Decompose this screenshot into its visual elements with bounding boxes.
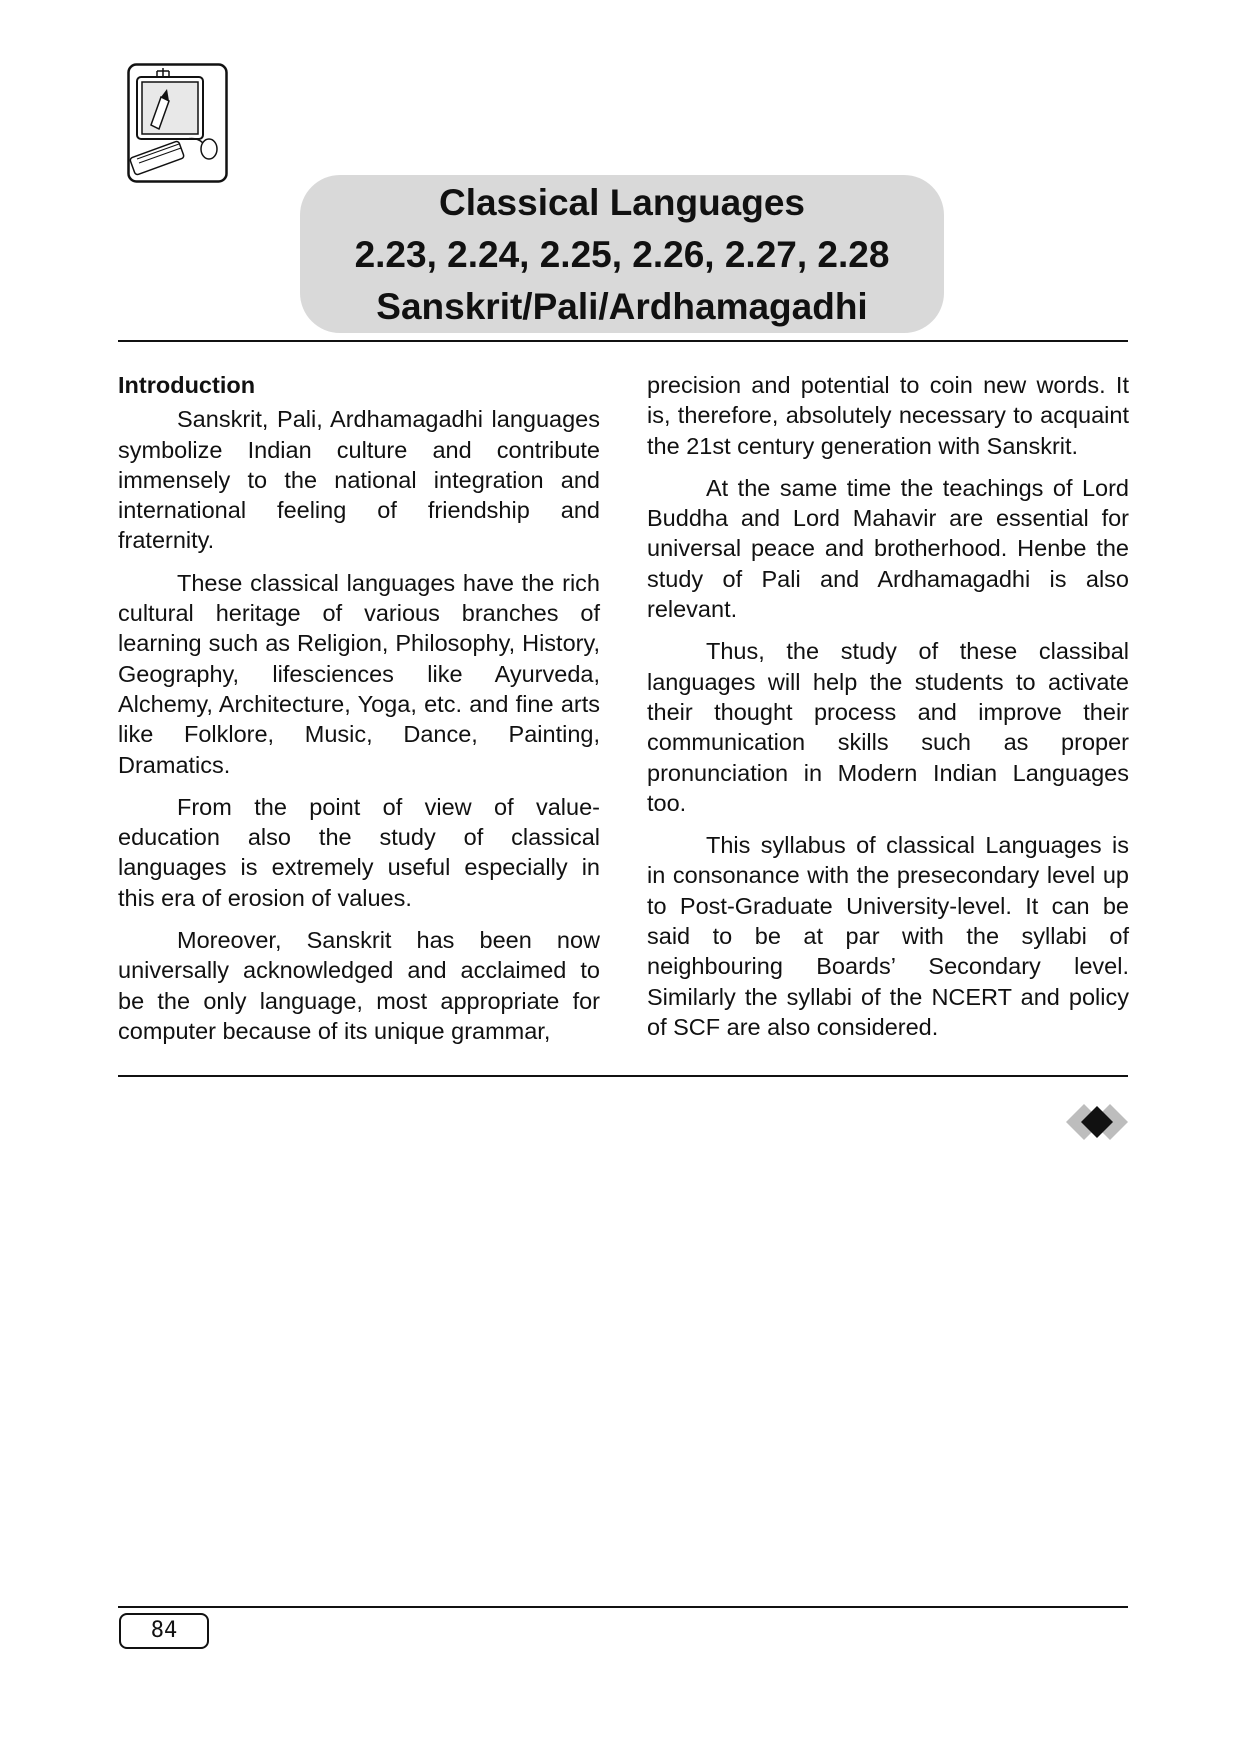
chapter-subtitle: Sanskrit/Pali/Ardhamagadhi	[376, 286, 868, 327]
paragraph: This syllabus of classical Languages is in consonance with the presecondary level up to Post-Graduate University-level. It can be said to be at par with the syllabi of neighbouring Boards’ Secondary level. Similarly the syllabi of the NCERT and policy of SCF are also considered.	[647, 832, 1129, 1040]
paragraph: precision and potential to coin new words. It is, therefore, absolutely necessary to acquaint the 21st century generation with Sanskrit.	[647, 372, 1129, 459]
computer-drawing-icon	[127, 63, 228, 183]
paragraph: Moreover, Sanskrit has been now universally acknowledged and acclaimed to be the only language, most appropriate for computer because of its unique grammar,	[118, 927, 600, 1044]
footer-divider	[118, 1606, 1128, 1608]
chapter-codes: 2.23, 2.24, 2.25, 2.26, 2.27, 2.28	[354, 234, 890, 275]
section-end-divider	[118, 1075, 1128, 1077]
diamond-ornament-icon	[1064, 1102, 1130, 1142]
section-heading: Introduction	[118, 372, 256, 398]
chapter-title-box	[300, 175, 944, 333]
paragraph: Thus, the study of these classibal languages will help the students to activate their thought process and improve their communication skills such as proper pronunciation in Modern Indian Languages too.	[647, 638, 1129, 816]
chapter-title: Classical Languages	[438, 182, 806, 223]
left-column	[118, 370, 600, 1058]
paragraph: From the point of view of value-education also the study of classical languages is extremely useful especially in this era of erosion of values.	[118, 793, 600, 911]
page-number: 84	[119, 1613, 209, 1649]
top-divider	[118, 340, 1128, 342]
paragraph: At the same time the teachings of Lord Buddha and Lord Mahavir are essential for universal peace and brotherhood. Henbe the study of Pali and Ardhamagadhi is also relevant.	[647, 474, 1129, 623]
paragraph: These classical languages have the rich cultural heritage of various branches of learning such as Religion, Philosophy, History, Geography, lifesciences like Ayurveda, Alchemy, Architecture, Yoga, etc. and fine arts like Folklore, Music, Dance, Painting, Dramatics.	[118, 569, 600, 778]
paragraph: Sanskrit, Pali, Ardhamagadhi languages symbolize Indian culture and contribute immensely to the national integration and international feeling of friendship and fraternity.	[118, 406, 600, 554]
right-column	[647, 370, 1129, 1054]
